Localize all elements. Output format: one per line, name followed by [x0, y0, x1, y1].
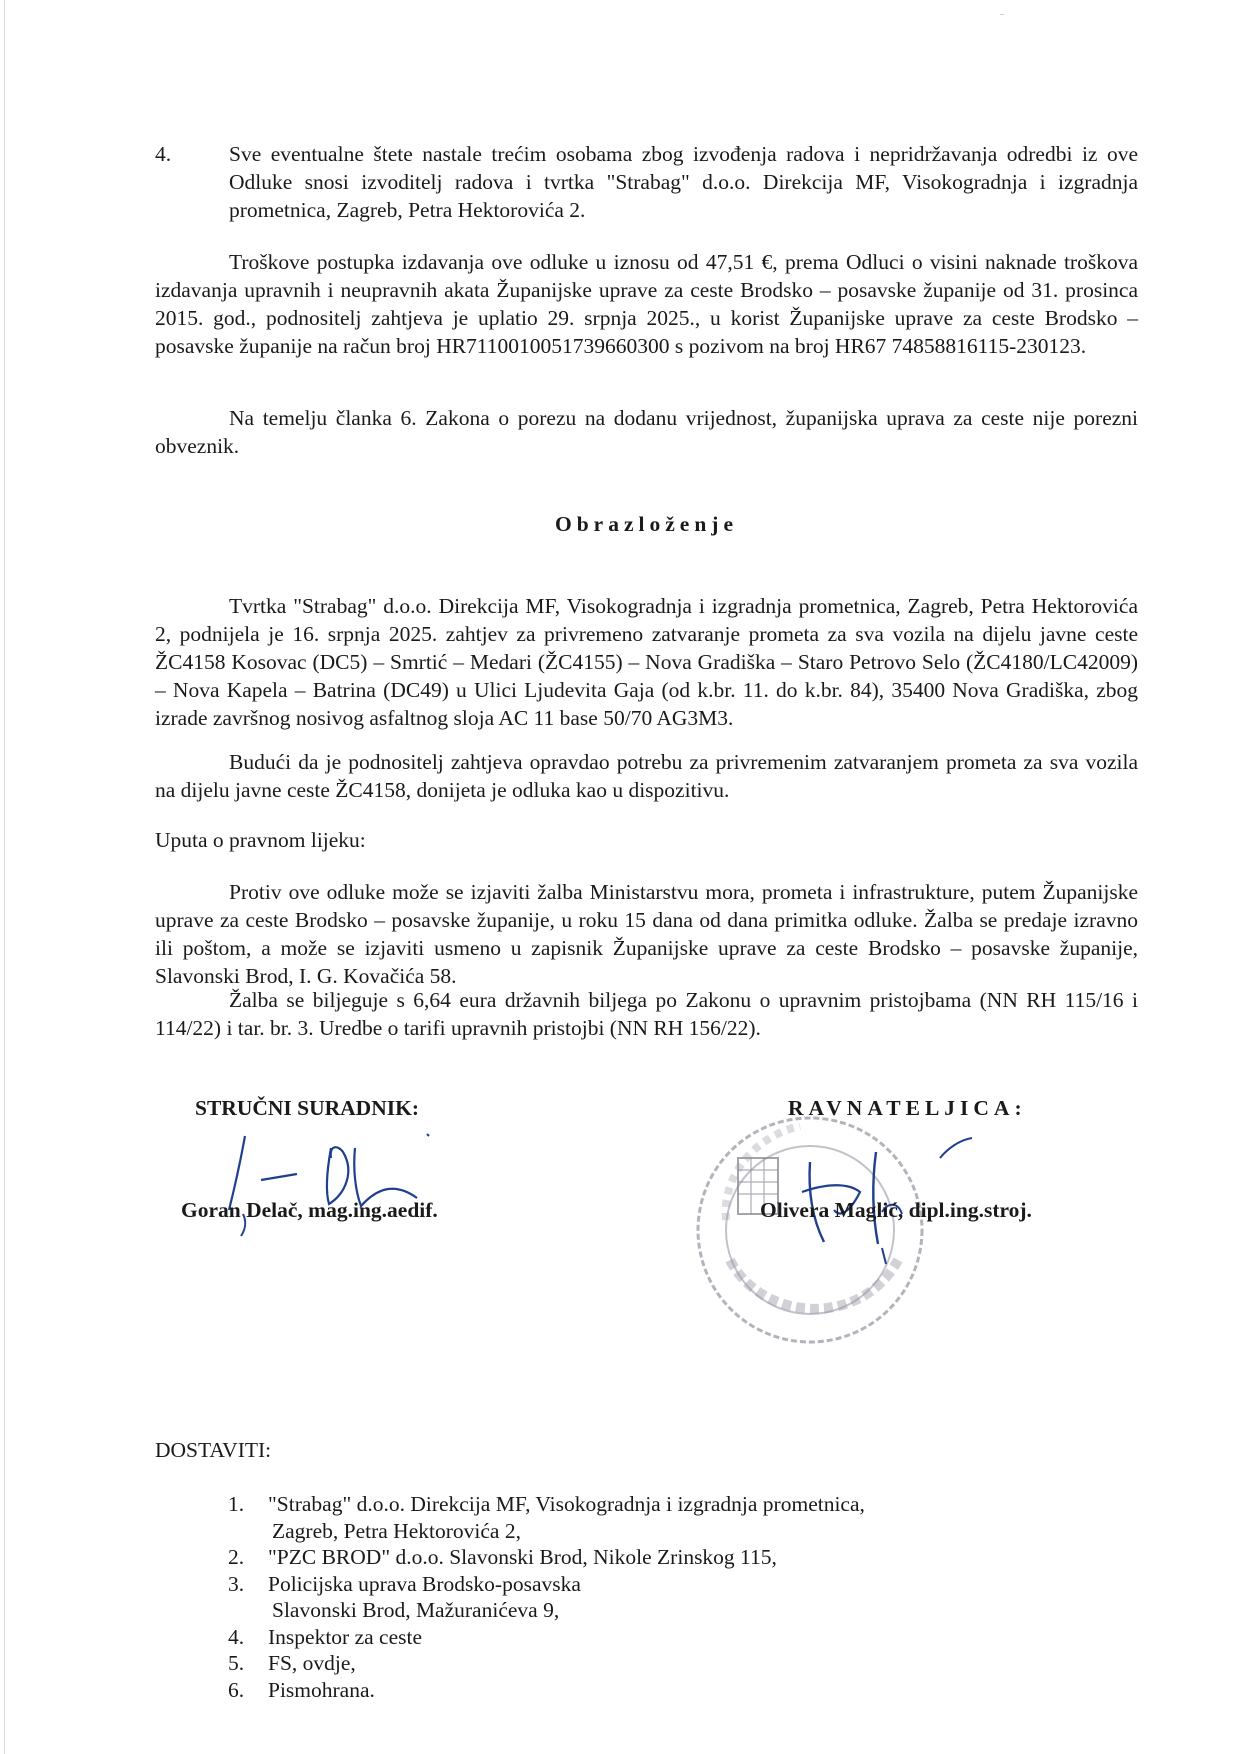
right-signer-title: RAVNATELJICA: — [788, 1096, 1027, 1120]
vat-paragraph: Na temelju članka 6. Zakona o porezu na dodanu vrijednost, županijska uprava za ceste nije porezni obveznik. — [155, 406, 1138, 458]
list-item — [228, 1650, 865, 1677]
list-item — [228, 1571, 865, 1624]
list-item-text: FS, ovdje, — [268, 1651, 356, 1675]
legal-remedy-title: Uputa o pravnom lijeku: — [155, 828, 366, 852]
list-item-text: "Strabag" d.o.o. Direkcija MF, Visokogradnja i izgradnja prometnica, — [268, 1492, 865, 1516]
costs-paragraph: Troškove postupka izdavanja ove odluke u iznosu od 47,51 €, prema Odluci o visini naknade troškova izdavanja upravnih i neupravnih akata Županijske uprave za ceste Brodsko – posavske županije od 31. prosinca 2015. god., podnositelj zahtjeva je uplatio 29. srpnja 2025., u korist Županijske uprave za ceste Brodsko – posavske županije na račun broj HR7110010051739660300 s pozivom na broj HR67 74858816115-230123. — [155, 250, 1138, 358]
fee-paragraph: Žalba se biljeguje s 6,64 eura državnih biljega po Zakonu o upravnim pristojbama (NN RH 115/16 i 114/22) i tar. br. 3. Uredbe o tarifi upravnih pristojbi (NN RH 156/22). — [155, 988, 1138, 1040]
list-item-number: 3. — [228, 1571, 245, 1596]
scan-speck — [1000, 14, 1004, 15]
list-item — [228, 1491, 865, 1544]
item-number: 4. — [155, 142, 172, 166]
list-item — [228, 1677, 865, 1704]
left-signer-name: Goran Delač, mag.ing.aedif. — [181, 1198, 438, 1222]
section-heading: Obrazloženje — [555, 512, 738, 536]
list-item-subtext: Zagreb, Petra Hektorovića 2, — [272, 1518, 521, 1543]
list-item-text: Policijska uprava Brodsko-posavska — [268, 1571, 581, 1596]
delivery-list — [228, 1491, 865, 1703]
list-item-text: Pismohrana. — [268, 1677, 375, 1702]
left-signer-title: STRUČNI SURADNIK: — [195, 1096, 419, 1120]
item-text: Sve eventualne štete nastale trećim osobama zbog izvođenja radova i nepridržavanja odredbi iz ove Odluke snosi izvoditelj radova i tvrtka "Strabag" d.o.o. Direkcija MF, Visokogradnja i izgradnja prometnica, Zagreb, Petra Hektorovića 2. — [229, 142, 1138, 222]
explanation-paragraph: Tvrtka "Strabag" d.o.o. Direkcija MF, Visokogradnja i izgradnja prometnica, Zagreb, Petra Hektorovića 2, podnijela je 16. srpnja 2025. zahtjev za privremeno zatvaranje prometa za sva vozila na dijelu javne ceste ŽC4158 Kosovac (DC5) – Smrtić – Medari (ŽC4155) – Nova Gradiška – Staro Petrovo Selo (ŽC4180/LC42009) – Nova Kapela – Batrina (DC49) u Ulici Ljudevita Gaja (od k.br. 11. do k.br. 84), 35400 Nova Gradiška, zbog izrade završnog nosivog asfaltnog sloja AC 11 base 50/70 AG3M3. — [155, 594, 1138, 730]
list-item-number: 1. — [228, 1492, 245, 1516]
page-scan-edge — [4, 0, 5, 1754]
appeal-paragraph: Protiv ove odluke može se izjaviti žalba Ministarstvu mora, prometa i infrastrukture, putem Županijske uprave za ceste Brodsko – posavske županije, u roku 15 dana od dana primitka odluke. Žalba se predaje izravno ili poštom, a može se izjaviti usmeno u zapisnik Županijske uprave za ceste Brodsko – posavske županije, Slavonski Brod, I. G. Kovačića 58. — [155, 880, 1138, 988]
list-item-number: 4. — [228, 1624, 245, 1649]
list-item-subtext: Slavonski Brod, Mažuranićeva 9, — [272, 1598, 560, 1622]
right-signer-name: Olivera Maglić, dipl.ing.stroj. — [760, 1198, 1032, 1222]
list-item-number: 6. — [228, 1677, 245, 1702]
list-item — [228, 1544, 865, 1571]
list-item-text: "PZC BROD" d.o.o. Slavonski Brod, Nikole Zrinskog 115, — [268, 1545, 777, 1569]
list-item — [228, 1624, 865, 1651]
decision-paragraph: Budući da je podnositelj zahtjeva opravdao potrebu za privremenim zatvaranjem prometa za sva vozila na dijelu javne ceste ŽC4158, donijeta je odluka kao u dispozitivu. — [155, 750, 1138, 802]
list-item-number: 5. — [228, 1651, 245, 1675]
list-item-text: Inspektor za ceste — [268, 1624, 423, 1649]
delivery-title: DOSTAVITI: — [155, 1438, 272, 1462]
list-item-number: 2. — [228, 1545, 245, 1569]
